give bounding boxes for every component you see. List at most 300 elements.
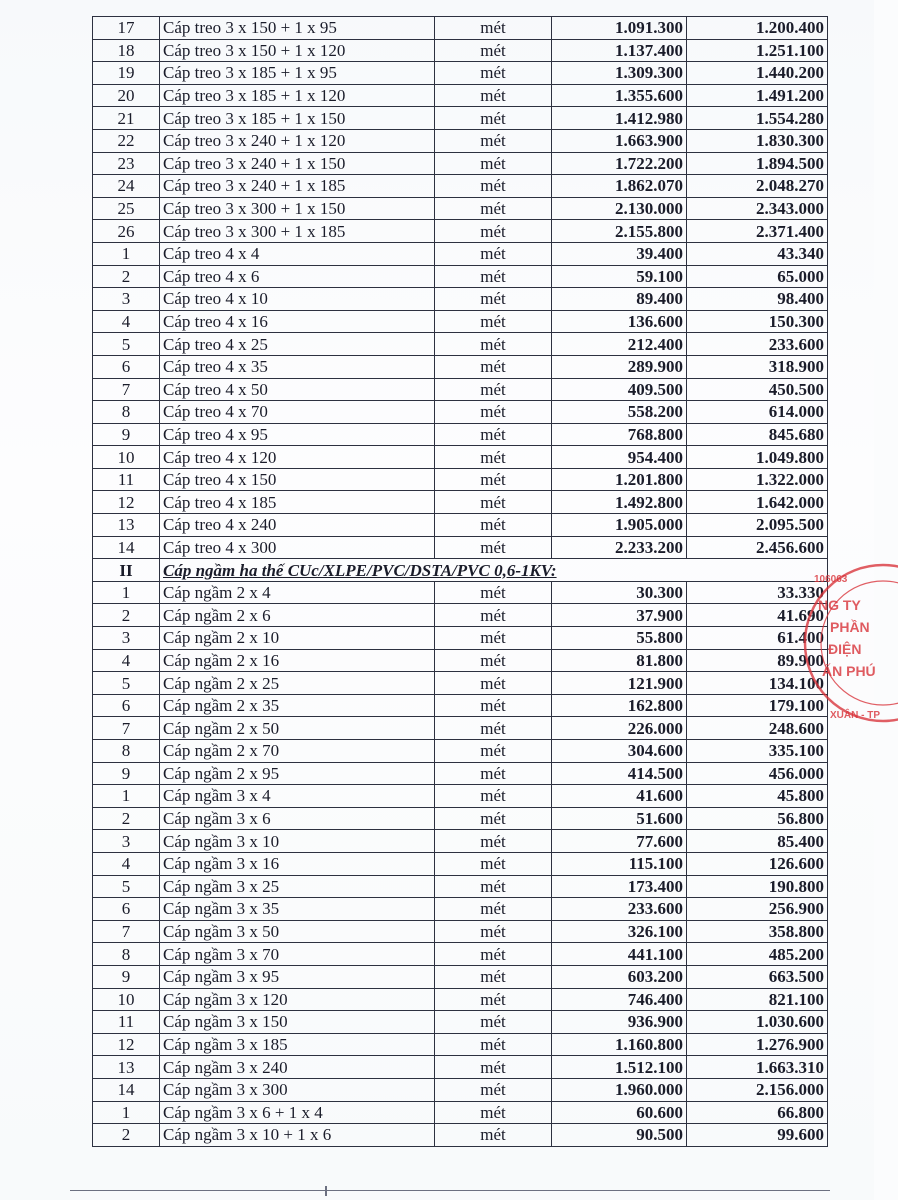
row-number: 8 xyxy=(93,943,160,966)
cable-name: Cáp ngầm 3 x 185 xyxy=(160,1033,435,1056)
price-after-vat: 1.830.300 xyxy=(687,129,828,152)
price-after-vat: 248.600 xyxy=(687,717,828,740)
price-before-vat: 1.960.000 xyxy=(552,1078,687,1101)
price-before-vat: 1.160.800 xyxy=(552,1033,687,1056)
cable-name: Cáp treo 4 x 35 xyxy=(160,355,435,378)
unit-cell: mét xyxy=(435,581,552,604)
unit-cell: mét xyxy=(435,717,552,740)
row-number: 2 xyxy=(93,807,160,830)
row-number: 2 xyxy=(93,1124,160,1147)
unit-cell: mét xyxy=(435,288,552,311)
price-before-vat: 41.600 xyxy=(552,785,687,808)
row-number: 10 xyxy=(93,988,160,1011)
row-number: 5 xyxy=(93,333,160,356)
table-row xyxy=(93,785,828,808)
row-number: 19 xyxy=(93,62,160,85)
price-after-vat: 845.680 xyxy=(687,423,828,446)
unit-cell: mét xyxy=(435,446,552,469)
row-number: 7 xyxy=(93,378,160,401)
price-before-vat: 121.900 xyxy=(552,672,687,695)
table-row xyxy=(93,152,828,175)
table-row xyxy=(93,694,828,717)
cable-name: Cáp treo 3 x 150 + 1 x 95 xyxy=(160,17,435,40)
row-number: 14 xyxy=(93,536,160,559)
stamp-text: NG TY xyxy=(818,597,861,613)
price-table-body xyxy=(93,17,828,1147)
price-before-vat: 746.400 xyxy=(552,988,687,1011)
cable-name: Cáp ngầm 3 x 25 xyxy=(160,875,435,898)
unit-cell: mét xyxy=(435,830,552,853)
price-after-vat: 150.300 xyxy=(687,310,828,333)
table-row xyxy=(93,604,828,627)
price-after-vat: 99.600 xyxy=(687,1124,828,1147)
unit-cell: mét xyxy=(435,627,552,650)
unit-cell: mét xyxy=(435,852,552,875)
table-row xyxy=(93,965,828,988)
unit-cell: mét xyxy=(435,378,552,401)
row-number: 9 xyxy=(93,423,160,446)
price-before-vat: 289.900 xyxy=(552,355,687,378)
row-number: 14 xyxy=(93,1078,160,1101)
price-before-vat: 1.412.980 xyxy=(552,107,687,130)
price-before-vat: 81.800 xyxy=(552,649,687,672)
cable-name: Cáp ngầm 2 x 10 xyxy=(160,627,435,650)
table-row xyxy=(93,197,828,220)
price-before-vat: 1.722.200 xyxy=(552,152,687,175)
cable-name: Cáp ngầm 2 x 16 xyxy=(160,649,435,672)
price-after-vat: 126.600 xyxy=(687,852,828,875)
table-row xyxy=(93,943,828,966)
row-number: 23 xyxy=(93,152,160,175)
unit-cell: mét xyxy=(435,401,552,424)
cable-name: Cáp treo 4 x 300 xyxy=(160,536,435,559)
price-after-vat: 65.000 xyxy=(687,265,828,288)
price-before-vat: 2.233.200 xyxy=(552,536,687,559)
row-number: 6 xyxy=(93,355,160,378)
page-bottom-tick xyxy=(325,1186,327,1196)
row-number: 8 xyxy=(93,740,160,763)
row-number: 1 xyxy=(93,785,160,808)
row-number: 5 xyxy=(93,875,160,898)
cable-name: Cáp treo 4 x 50 xyxy=(160,378,435,401)
table-row xyxy=(93,423,828,446)
row-number: 1 xyxy=(93,1101,160,1124)
price-before-vat: 59.100 xyxy=(552,265,687,288)
price-before-vat: 2.155.800 xyxy=(552,220,687,243)
table-row xyxy=(93,988,828,1011)
table-row xyxy=(93,39,828,62)
row-number: 12 xyxy=(93,1033,160,1056)
table-row xyxy=(93,446,828,469)
price-before-vat: 30.300 xyxy=(552,581,687,604)
unit-cell: mét xyxy=(435,672,552,695)
row-number: 2 xyxy=(93,265,160,288)
unit-cell: mét xyxy=(435,988,552,1011)
table-row xyxy=(93,1101,828,1124)
price-after-vat: 2.456.600 xyxy=(687,536,828,559)
price-before-vat: 212.400 xyxy=(552,333,687,356)
cable-name: Cáp treo 4 x 4 xyxy=(160,242,435,265)
cable-name: Cáp treo 3 x 185 + 1 x 95 xyxy=(160,62,435,85)
price-after-vat: 56.800 xyxy=(687,807,828,830)
cable-name: Cáp ngầm 3 x 4 xyxy=(160,785,435,808)
unit-cell: mét xyxy=(435,220,552,243)
table-row xyxy=(93,514,828,537)
price-after-vat: 335.100 xyxy=(687,740,828,763)
price-before-vat: 304.600 xyxy=(552,740,687,763)
table-row xyxy=(93,175,828,198)
table-row xyxy=(93,288,828,311)
row-number: 26 xyxy=(93,220,160,243)
price-before-vat: 1.663.900 xyxy=(552,129,687,152)
price-before-vat: 55.800 xyxy=(552,627,687,650)
price-before-vat: 37.900 xyxy=(552,604,687,627)
price-after-vat: 1.491.200 xyxy=(687,84,828,107)
row-number: 1 xyxy=(93,242,160,265)
unit-cell: mét xyxy=(435,197,552,220)
unit-cell: mét xyxy=(435,17,552,40)
stamp-text: ẤN PHÚ xyxy=(822,663,876,679)
table-row xyxy=(93,310,828,333)
price-after-vat: 1.322.000 xyxy=(687,468,828,491)
cable-name: Cáp treo 4 x 25 xyxy=(160,333,435,356)
unit-cell: mét xyxy=(435,242,552,265)
price-after-vat: 614.000 xyxy=(687,401,828,424)
unit-cell: mét xyxy=(435,536,552,559)
price-after-vat: 66.800 xyxy=(687,1101,828,1124)
unit-cell: mét xyxy=(435,1056,552,1079)
cable-name: Cáp ngầm 3 x 16 xyxy=(160,852,435,875)
price-before-vat: 936.900 xyxy=(552,1011,687,1034)
table-row xyxy=(93,17,828,40)
table-row xyxy=(93,468,828,491)
unit-cell: mét xyxy=(435,920,552,943)
cable-name: Cáp ngầm 2 x 70 xyxy=(160,740,435,763)
row-number: 1 xyxy=(93,581,160,604)
table-row xyxy=(93,333,828,356)
cable-name: Cáp ngầm 2 x 95 xyxy=(160,762,435,785)
table-row xyxy=(93,740,828,763)
cable-name: Cáp treo 4 x 120 xyxy=(160,446,435,469)
table-row xyxy=(93,265,828,288)
table-row xyxy=(93,672,828,695)
cable-name: Cáp treo 3 x 240 + 1 x 120 xyxy=(160,129,435,152)
cable-name: Cáp treo 3 x 240 + 1 x 185 xyxy=(160,175,435,198)
row-number: 4 xyxy=(93,852,160,875)
section-number: II xyxy=(93,559,160,582)
price-after-vat: 1.440.200 xyxy=(687,62,828,85)
section-header-row xyxy=(93,559,828,582)
table-row xyxy=(93,1056,828,1079)
price-before-vat: 409.500 xyxy=(552,378,687,401)
unit-cell: mét xyxy=(435,762,552,785)
unit-cell: mét xyxy=(435,355,552,378)
cable-name: Cáp ngầm 3 x 35 xyxy=(160,898,435,921)
price-before-vat: 89.400 xyxy=(552,288,687,311)
cable-name: Cáp ngầm 3 x 300 xyxy=(160,1078,435,1101)
table-row xyxy=(93,536,828,559)
row-number: 13 xyxy=(93,514,160,537)
table-row xyxy=(93,852,828,875)
cable-name: Cáp treo 3 x 240 + 1 x 150 xyxy=(160,152,435,175)
cable-name: Cáp treo 3 x 185 + 1 x 120 xyxy=(160,84,435,107)
unit-cell: mét xyxy=(435,807,552,830)
table-row xyxy=(93,62,828,85)
row-number: 8 xyxy=(93,401,160,424)
price-after-vat: 1.554.280 xyxy=(687,107,828,130)
unit-cell: mét xyxy=(435,604,552,627)
row-number: 3 xyxy=(93,830,160,853)
price-before-vat: 1.201.800 xyxy=(552,468,687,491)
price-before-vat: 39.400 xyxy=(552,242,687,265)
unit-cell: mét xyxy=(435,175,552,198)
price-after-vat: 1.894.500 xyxy=(687,152,828,175)
table-row xyxy=(93,807,828,830)
cable-name: Cáp treo 3 x 300 + 1 x 185 xyxy=(160,220,435,243)
price-after-vat: 85.400 xyxy=(687,830,828,853)
cable-name: Cáp ngầm 3 x 150 xyxy=(160,1011,435,1034)
table-row xyxy=(93,920,828,943)
price-before-vat: 162.800 xyxy=(552,694,687,717)
unit-cell: mét xyxy=(435,1124,552,1147)
cable-name: Cáp ngầm 2 x 6 xyxy=(160,604,435,627)
cable-name: Cáp treo 4 x 150 xyxy=(160,468,435,491)
price-before-vat: 1.091.300 xyxy=(552,17,687,40)
price-after-vat: 2.095.500 xyxy=(687,514,828,537)
price-before-vat: 768.800 xyxy=(552,423,687,446)
unit-cell: mét xyxy=(435,84,552,107)
price-after-vat: 43.340 xyxy=(687,242,828,265)
price-before-vat: 226.000 xyxy=(552,717,687,740)
price-after-vat: 33.330 xyxy=(687,581,828,604)
price-after-vat: 1.030.600 xyxy=(687,1011,828,1034)
cable-name: Cáp treo 4 x 240 xyxy=(160,514,435,537)
cable-name: Cáp treo 4 x 70 xyxy=(160,401,435,424)
price-after-vat: 1.200.400 xyxy=(687,17,828,40)
price-before-vat: 1.512.100 xyxy=(552,1056,687,1079)
table-row xyxy=(93,378,828,401)
table-row xyxy=(93,1124,828,1147)
unit-cell: mét xyxy=(435,129,552,152)
cable-name: Cáp ngầm 3 x 6 xyxy=(160,807,435,830)
row-number: 6 xyxy=(93,898,160,921)
row-number: 17 xyxy=(93,17,160,40)
price-after-vat: 456.000 xyxy=(687,762,828,785)
price-before-vat: 2.130.000 xyxy=(552,197,687,220)
row-number: 12 xyxy=(93,491,160,514)
stamp-text: ĐIỆN xyxy=(828,641,862,657)
price-before-vat: 1.137.400 xyxy=(552,39,687,62)
price-after-vat: 2.371.400 xyxy=(687,220,828,243)
cable-name: Cáp treo 4 x 95 xyxy=(160,423,435,446)
price-before-vat: 558.200 xyxy=(552,401,687,424)
unit-cell: mét xyxy=(435,491,552,514)
price-before-vat: 90.500 xyxy=(552,1124,687,1147)
row-number: 9 xyxy=(93,965,160,988)
price-before-vat: 1.355.600 xyxy=(552,84,687,107)
price-after-vat: 98.400 xyxy=(687,288,828,311)
price-after-vat: 1.276.900 xyxy=(687,1033,828,1056)
section-title: Cáp ngầm ha thế CUc/XLPE/PVC/DSTA/PVC 0,6-1KV: xyxy=(160,559,828,582)
price-after-vat: 318.900 xyxy=(687,355,828,378)
row-number: 22 xyxy=(93,129,160,152)
table-row xyxy=(93,581,828,604)
cable-name: Cáp treo 3 x 300 + 1 x 150 xyxy=(160,197,435,220)
price-after-vat: 1.642.000 xyxy=(687,491,828,514)
price-after-vat: 61.400 xyxy=(687,627,828,650)
cable-name: Cáp treo 4 x 16 xyxy=(160,310,435,333)
row-number: 3 xyxy=(93,627,160,650)
table-row xyxy=(93,491,828,514)
row-number: 25 xyxy=(93,197,160,220)
unit-cell: mét xyxy=(435,333,552,356)
price-before-vat: 1.905.000 xyxy=(552,514,687,537)
row-number: 9 xyxy=(93,762,160,785)
unit-cell: mét xyxy=(435,1033,552,1056)
price-before-vat: 115.100 xyxy=(552,852,687,875)
cable-name: Cáp ngầm 3 x 50 xyxy=(160,920,435,943)
row-number: 2 xyxy=(93,604,160,627)
row-number: 20 xyxy=(93,84,160,107)
row-number: 6 xyxy=(93,694,160,717)
price-before-vat: 233.600 xyxy=(552,898,687,921)
unit-cell: mét xyxy=(435,898,552,921)
row-number: 24 xyxy=(93,175,160,198)
cable-name: Cáp ngầm 3 x 240 xyxy=(160,1056,435,1079)
row-number: 21 xyxy=(93,107,160,130)
stamp-text: XUÂN - TP xyxy=(830,710,880,721)
unit-cell: mét xyxy=(435,107,552,130)
price-before-vat: 441.100 xyxy=(552,943,687,966)
table-row xyxy=(93,107,828,130)
price-before-vat: 173.400 xyxy=(552,875,687,898)
price-after-vat: 1.251.100 xyxy=(687,39,828,62)
cable-name: Cáp treo 4 x 10 xyxy=(160,288,435,311)
table-row xyxy=(93,1033,828,1056)
cable-name: Cáp ngầm 2 x 35 xyxy=(160,694,435,717)
cable-name: Cáp treo 4 x 6 xyxy=(160,265,435,288)
unit-cell: mét xyxy=(435,468,552,491)
price-before-vat: 1.309.300 xyxy=(552,62,687,85)
unit-cell: mét xyxy=(435,1101,552,1124)
unit-cell: mét xyxy=(435,965,552,988)
cable-name: Cáp ngầm 3 x 6 + 1 x 4 xyxy=(160,1101,435,1124)
table-row xyxy=(93,762,828,785)
row-number: 7 xyxy=(93,717,160,740)
price-before-vat: 326.100 xyxy=(552,920,687,943)
price-before-vat: 954.400 xyxy=(552,446,687,469)
cable-name: Cáp ngầm 3 x 10 xyxy=(160,830,435,853)
unit-cell: mét xyxy=(435,39,552,62)
company-seal-stamp xyxy=(808,548,898,738)
table-row xyxy=(93,84,828,107)
table-row xyxy=(93,129,828,152)
price-after-vat: 1.049.800 xyxy=(687,446,828,469)
cable-name: Cáp ngầm 2 x 25 xyxy=(160,672,435,695)
table-row xyxy=(93,1011,828,1034)
unit-cell: mét xyxy=(435,62,552,85)
table-row xyxy=(93,355,828,378)
unit-cell: mét xyxy=(435,785,552,808)
table-row xyxy=(93,649,828,672)
row-number: 11 xyxy=(93,468,160,491)
table-row xyxy=(93,830,828,853)
table-row xyxy=(93,717,828,740)
price-after-vat: 89.900 xyxy=(687,649,828,672)
row-number: 11 xyxy=(93,1011,160,1034)
cable-name: Cáp treo 4 x 185 xyxy=(160,491,435,514)
row-number: 18 xyxy=(93,39,160,62)
cable-name: Cáp ngầm 2 x 4 xyxy=(160,581,435,604)
price-after-vat: 2.343.000 xyxy=(687,197,828,220)
stamp-text: 106063 xyxy=(814,574,848,585)
price-before-vat: 136.600 xyxy=(552,310,687,333)
row-number: 5 xyxy=(93,672,160,695)
table-row xyxy=(93,242,828,265)
price-after-vat: 2.048.270 xyxy=(687,175,828,198)
row-number: 10 xyxy=(93,446,160,469)
price-before-vat: 414.500 xyxy=(552,762,687,785)
cable-name: Cáp ngầm 3 x 10 + 1 x 6 xyxy=(160,1124,435,1147)
unit-cell: mét xyxy=(435,740,552,763)
unit-cell: mét xyxy=(435,423,552,446)
price-after-vat: 256.900 xyxy=(687,898,828,921)
price-after-vat: 663.500 xyxy=(687,965,828,988)
unit-cell: mét xyxy=(435,310,552,333)
cable-name: Cáp ngầm 2 x 50 xyxy=(160,717,435,740)
price-before-vat: 51.600 xyxy=(552,807,687,830)
price-before-vat: 1.862.070 xyxy=(552,175,687,198)
table-row xyxy=(93,220,828,243)
unit-cell: mét xyxy=(435,694,552,717)
price-table xyxy=(92,16,828,1147)
row-number: 3 xyxy=(93,288,160,311)
price-after-vat: 190.800 xyxy=(687,875,828,898)
cable-name: Cáp ngầm 3 x 120 xyxy=(160,988,435,1011)
price-after-vat: 821.100 xyxy=(687,988,828,1011)
row-number: 13 xyxy=(93,1056,160,1079)
cable-name: Cáp ngầm 3 x 70 xyxy=(160,943,435,966)
table-row xyxy=(93,875,828,898)
cable-name: Cáp ngầm 3 x 95 xyxy=(160,965,435,988)
unit-cell: mét xyxy=(435,1078,552,1101)
price-after-vat: 233.600 xyxy=(687,333,828,356)
stamp-text: PHẦN xyxy=(830,619,870,635)
cable-name: Cáp treo 3 x 185 + 1 x 150 xyxy=(160,107,435,130)
table-row xyxy=(93,401,828,424)
unit-cell: mét xyxy=(435,943,552,966)
price-after-vat: 134.100 xyxy=(687,672,828,695)
price-after-vat: 450.500 xyxy=(687,378,828,401)
price-after-vat: 45.800 xyxy=(687,785,828,808)
table-row xyxy=(93,627,828,650)
table-row xyxy=(93,898,828,921)
price-after-vat: 179.100 xyxy=(687,694,828,717)
row-number: 4 xyxy=(93,649,160,672)
unit-cell: mét xyxy=(435,875,552,898)
unit-cell: mét xyxy=(435,152,552,175)
page-bottom-rule xyxy=(70,1190,830,1191)
price-before-vat: 1.492.800 xyxy=(552,491,687,514)
price-after-vat: 1.663.310 xyxy=(687,1056,828,1079)
unit-cell: mét xyxy=(435,1011,552,1034)
unit-cell: mét xyxy=(435,649,552,672)
row-number: 7 xyxy=(93,920,160,943)
price-after-vat: 358.800 xyxy=(687,920,828,943)
cable-name: Cáp treo 3 x 150 + 1 x 120 xyxy=(160,39,435,62)
unit-cell: mét xyxy=(435,514,552,537)
price-after-vat: 485.200 xyxy=(687,943,828,966)
